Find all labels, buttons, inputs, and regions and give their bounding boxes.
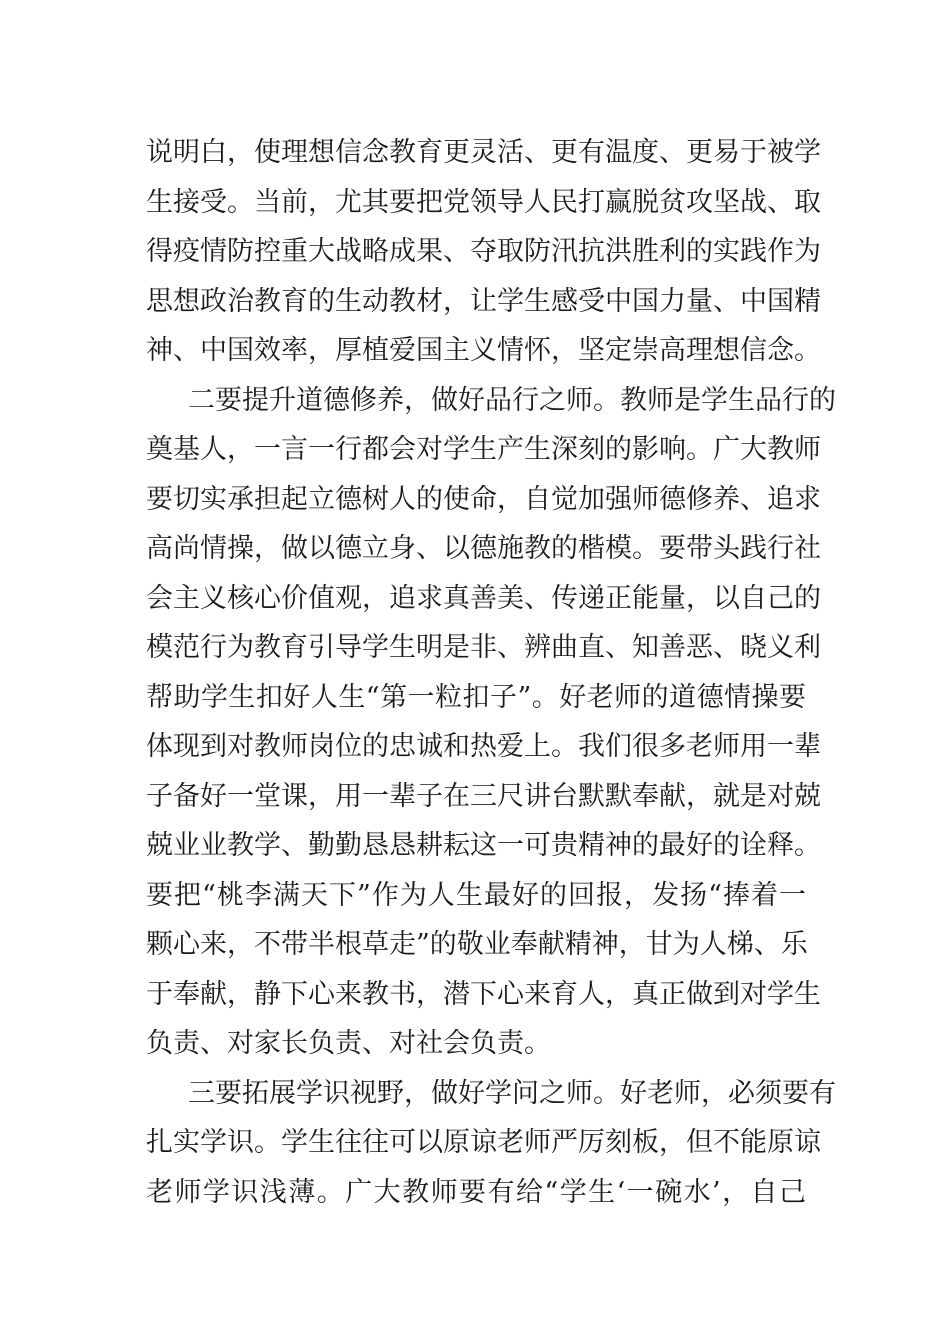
text-line: 模范行为教育引导学生明是非、辨曲直、知善恶、晓义利 — [146, 632, 821, 663]
text-line: 会主义核心价值观，追求真善美、传递正能量，以自己的 — [146, 582, 821, 614]
text-line: 要把“桃李满天下”作为人生最好的回报，发扬“捧着一 — [146, 879, 806, 911]
text-line: 帮助学生扣好人生“第一粒扣子”。好老师的道德情操要 — [146, 681, 806, 713]
text-line: 于奉献，静下心来教书，潜下心来育人，真正做到对学生 — [146, 978, 821, 1010]
paragraph-start-line: 三要拓展学识视野，做好学问之师。好老师，必须要有 — [188, 1077, 836, 1109]
text-line: 体现到对教师岗位的忠诚和热爱上。我们很多老师用一辈 — [146, 731, 821, 762]
text-line: 奠基人，一言一行都会对学生产生深刻的影响。广大教师 — [146, 434, 821, 465]
text-line: 思想政治教育的生动教材，让学生感受中国力量、中国精 — [146, 285, 821, 317]
text-line: 说明白，使理想信念教育更灵活、更有温度、更易于被学 — [146, 137, 821, 168]
text-line: 生接受。当前，尤其要把党领导人民打赢脱贫攻坚战、取 — [146, 186, 821, 218]
text-line: 负责、对家长负责、对社会负责。 — [146, 1028, 551, 1059]
paragraph-start-line: 二要提升道德修养，做好品行之师。教师是学生品行的 — [188, 384, 836, 416]
text-line: 要切实承担起立德树人的使命，自觉加强师德修养、追求 — [146, 483, 821, 515]
text-line: 老师学识浅薄。广大教师要有给“学生‘一碗水’，自己 — [146, 1176, 806, 1208]
text-line: 颗心来，不带半根草走”的敬业奉献精神，甘为人梯、乐 — [146, 929, 808, 960]
text-line: 高尚情操，做以德立身、以德施教的楷模。要带头践行社 — [146, 533, 821, 564]
text-line: 神、中国效率，厚植爱国主义情怀，坚定崇高理想信念。 — [146, 335, 821, 366]
text-line: 兢业业教学、勤勤恳恳耕耘这一可贵精神的最好的诠释。 — [146, 830, 821, 861]
text-line: 得疫情防控重大战略成果、夺取防汛抗洪胜利的实践作为 — [146, 236, 821, 267]
text-line: 子备好一堂课，用一辈子在三尺讲台默默奉献，就是对兢 — [146, 780, 821, 812]
text-line: 扎实学识。学生往往可以原谅老师严厉刻板，但不能原谅 — [146, 1127, 821, 1158]
document-body — [146, 128, 836, 1217]
